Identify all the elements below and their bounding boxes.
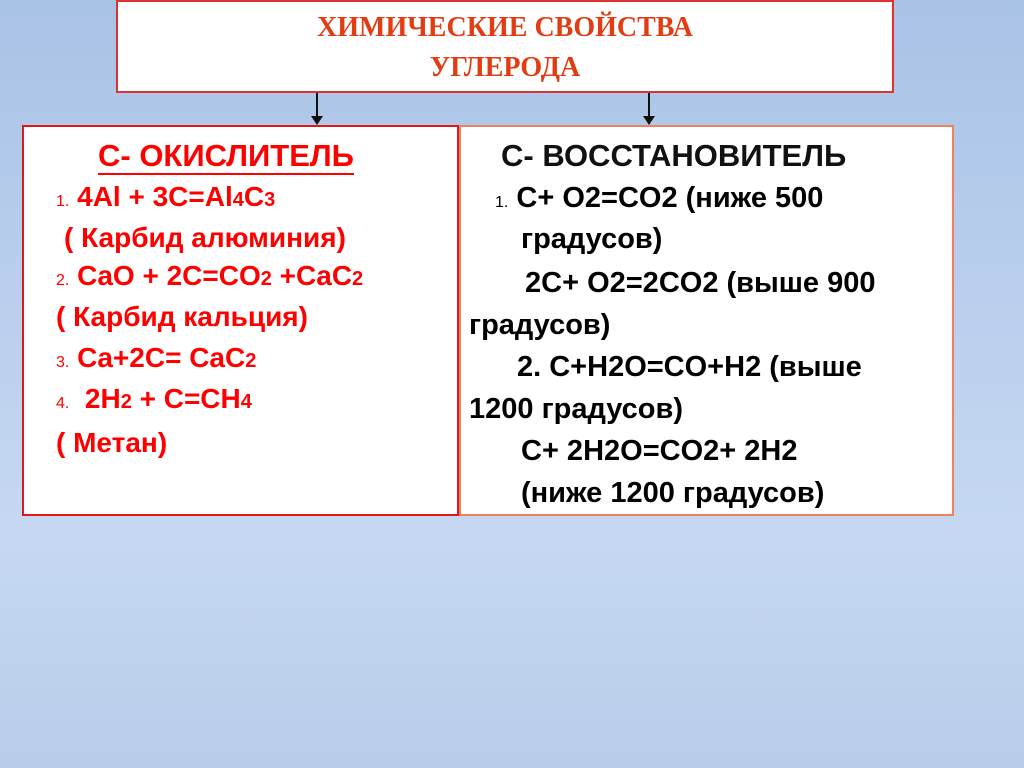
reducer-line-7: C+ 2H2O=CO2+ 2H2	[521, 435, 798, 467]
title-box	[116, 0, 894, 93]
oxidizer-reaction-2: 2. CaO + 2C=CO2 +CaC2	[56, 260, 364, 291]
title-line-1: ХИМИЧЕСКИЕ СВОЙСТВА	[317, 12, 693, 43]
arrow-right	[648, 93, 650, 117]
title-line-2: УГЛЕРОДА	[429, 52, 581, 83]
oxidizer-reaction-4: 4. 2H2 + C=CH4	[56, 383, 252, 414]
oxidizer-product-1: ( Карбид алюминия)	[64, 222, 346, 253]
oxidizer-heading: С- ОКИСЛИТЕЛЬ	[98, 138, 354, 173]
reducer-line-4: градусов)	[469, 309, 611, 341]
reducer-line-8: (ниже 1200 градусов)	[521, 477, 825, 509]
reducer-line-1: 1. C+ O2=CO2 (ниже 500	[495, 182, 824, 214]
reducer-line-5: 2. C+H2O=CO+H2 (выше	[517, 351, 862, 383]
reducer-line-6: 1200 градусов)	[469, 393, 683, 425]
arrow-left	[316, 93, 318, 117]
reducer-line-3: 2C+ O2=2CO2 (выше 900	[525, 267, 876, 299]
oxidizer-reaction-1: 1. 4Al + 3C=Al4C3	[56, 181, 276, 212]
reducer-line-2: градусов)	[521, 223, 663, 255]
reducer-heading: С- ВОССТАНОВИТЕЛЬ	[501, 138, 847, 173]
oxidizer-panel	[22, 125, 459, 516]
reducer-panel	[459, 125, 954, 516]
oxidizer-product-4: ( Метан)	[56, 427, 168, 458]
oxidizer-reaction-3: 3. Ca+2C= CaC2	[56, 342, 257, 373]
oxidizer-product-2: ( Карбид кальция)	[56, 301, 308, 332]
